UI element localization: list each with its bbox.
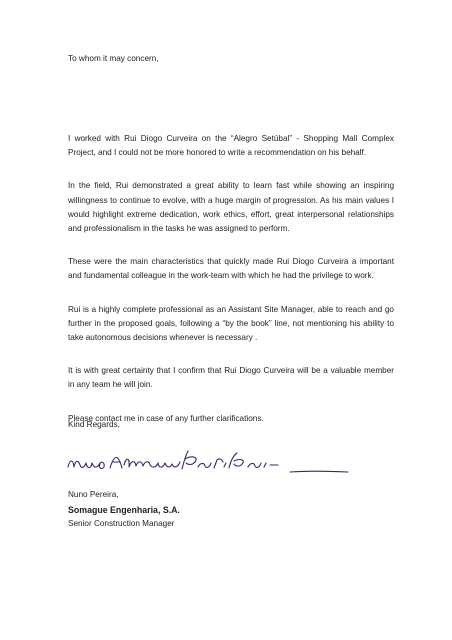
handwritten-signature: [64, 441, 354, 481]
closing: Kind Regards,: [68, 420, 120, 429]
paragraph-2: In the field, Rui demonstrated a great ability to learn fast while showing an inspiring willingness to continue to evolve, with a huge margin of progression. As his main values I would highlight extreme dedication, work ethics, effort, great interpersonal relationships and professionalism in the tasks he was assigned to perform.: [68, 181, 394, 234]
letter-body: [68, 132, 394, 445]
paragraph-4: Rui is a highly complete professional as an Assistant Site Manager, able to reach and go further in the proposed goals, following a “by the book” line, not mentioning his ability to take autonomous decisions whenever is necessary .: [68, 304, 394, 343]
signer-company: Somague Engenharia, S.A.: [68, 504, 180, 515]
paragraph-6: Please contact me in case of any further clarifications.: [68, 413, 264, 423]
signer-name: Nuno Pereira,: [68, 490, 119, 499]
signer-block: [68, 488, 180, 532]
paragraph-3: These were the main characteristics that quickly made Rui Diogo Curveira a important and fundamental colleague in the work-team with which he had the privilege to work.: [68, 257, 394, 281]
paragraph-1: I worked with Rui Diogo Curveira on the “Alegro Setúbal” - Shopping Mall Complex Project, and I could not be more honored to write a recommendation on his behalf.: [68, 134, 394, 158]
signer-title: Senior Construction Manager: [68, 519, 175, 528]
salutation: To whom it may concern,: [68, 54, 159, 63]
paragraph-5: It is with great certainty that I confirm that Rui Diogo Curveira will be a valuable member in any team he will join.: [68, 366, 394, 390]
